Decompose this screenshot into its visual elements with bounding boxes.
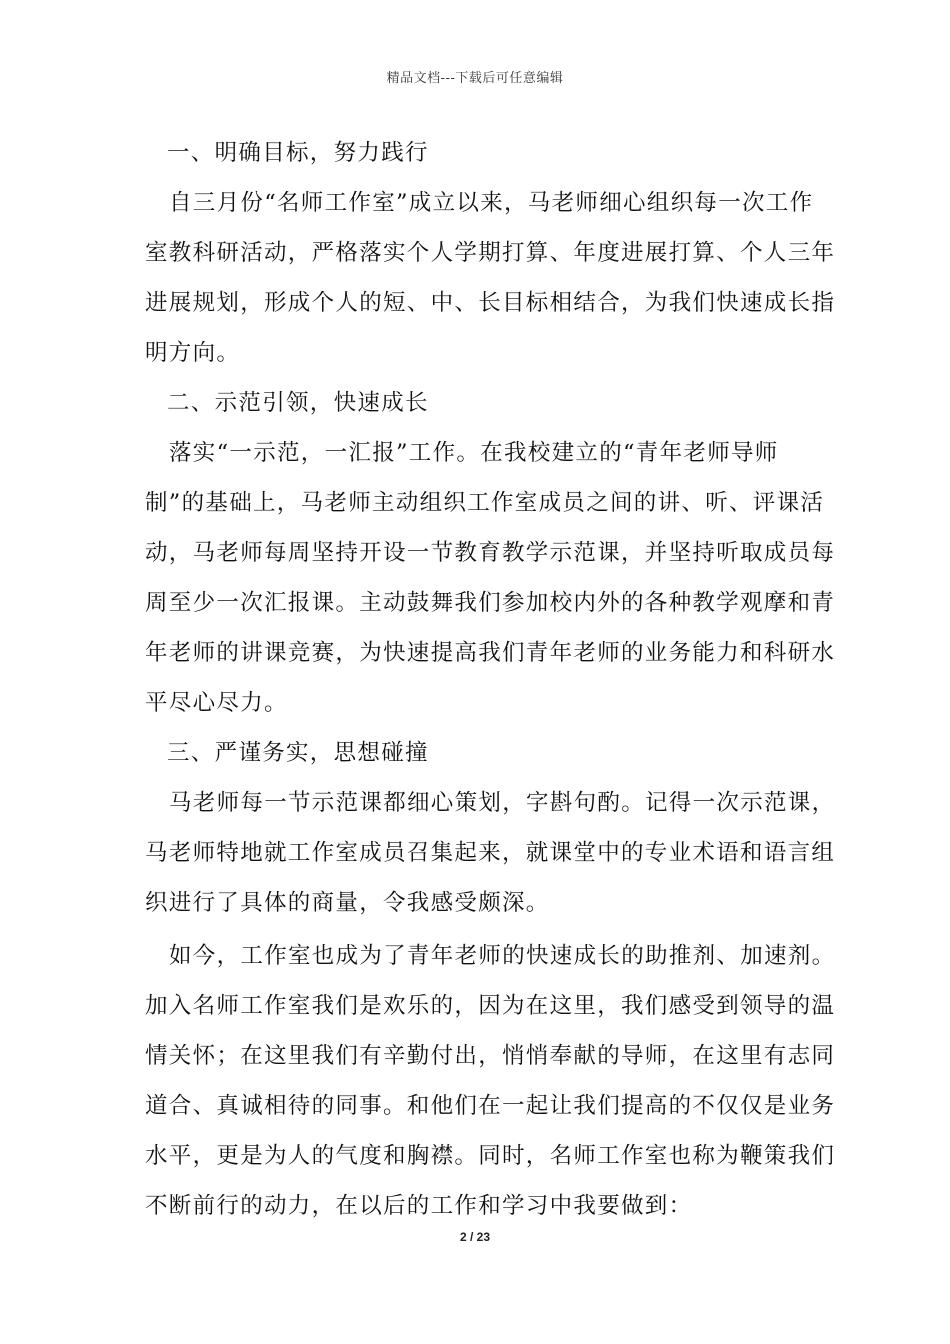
section-heading: 三、严谨务实，思想碰撞 <box>167 740 429 766</box>
paragraph-line: 周至少一次汇报课。主动鼓舞我们参加校内外的各种教学观摩和青 <box>145 590 836 616</box>
paragraph-line: 年老师的讲课竞赛，为快速提高我们青年老师的业务能力和科研水 <box>145 640 836 666</box>
paragraph-line: 不断前行的动力，在以后的工作和学习中我要做到： <box>145 1193 693 1219</box>
paragraph-line: 加入名师工作室我们是欢乐的，因为在这里，我们感受到领导的温 <box>145 993 836 1019</box>
page-number: 2 / 23 <box>459 1230 491 1244</box>
paragraph-line: 织进行了具体的商量，令我感受颇深。 <box>145 890 550 916</box>
paragraph-line: 进展规划，形成个人的短、中、长目标相结合，为我们快速成长指 <box>145 290 836 316</box>
paragraph-line: 马老师每一节示范课都细心策划，字斟句酌。记得一次示范课， <box>169 790 836 816</box>
paragraph-line: 室教科研活动，严格落实个人学期打算、年度进展打算、个人三年 <box>145 240 836 266</box>
paragraph-line: 道合、真诚相待的同事。和他们在一起让我们提高的不仅仅是业务 <box>145 1093 836 1119</box>
paragraph-line: 明方向。 <box>145 340 241 366</box>
paragraph-line: 水平，更是为人的气度和胸襟。同时，名师工作室也称为鞭策我们 <box>145 1143 836 1169</box>
section-heading: 二、示范引领，快速成长 <box>167 390 429 416</box>
paragraph-line: 情关怀；在这里我们有辛勤付出，悄悄奉献的导师，在这里有志同 <box>145 1043 836 1069</box>
paragraph-line: 动，马老师每周坚持开设一节教育教学示范课，并坚持听取成员每 <box>145 540 836 566</box>
paragraph-line: 如今，工作室也成为了青年老师的快速成长的助推剂、加速剂。 <box>169 943 836 969</box>
page-header: 精品文档---下载后可任意编辑 <box>386 71 564 86</box>
paragraph-line: 自三月份“名师工作室”成立以来，马老师细心组织每一次工作 <box>169 190 814 216</box>
paragraph-line: 落实“一示范，一汇报”工作。在我校建立的“青年老师导师 <box>169 440 779 466</box>
paragraph-line: 制”的基础上，马老师主动组织工作室成员之间的讲、听、评课活 <box>145 490 825 516</box>
document-body <box>145 128 836 1231</box>
paragraph-line: 平尽心尽力。 <box>145 690 288 716</box>
paragraph-line: 马老师特地就工作室成员召集起来，就课堂中的专业术语和语言组 <box>145 840 836 866</box>
section-heading: 一、明确目标，努力践行 <box>167 140 429 166</box>
